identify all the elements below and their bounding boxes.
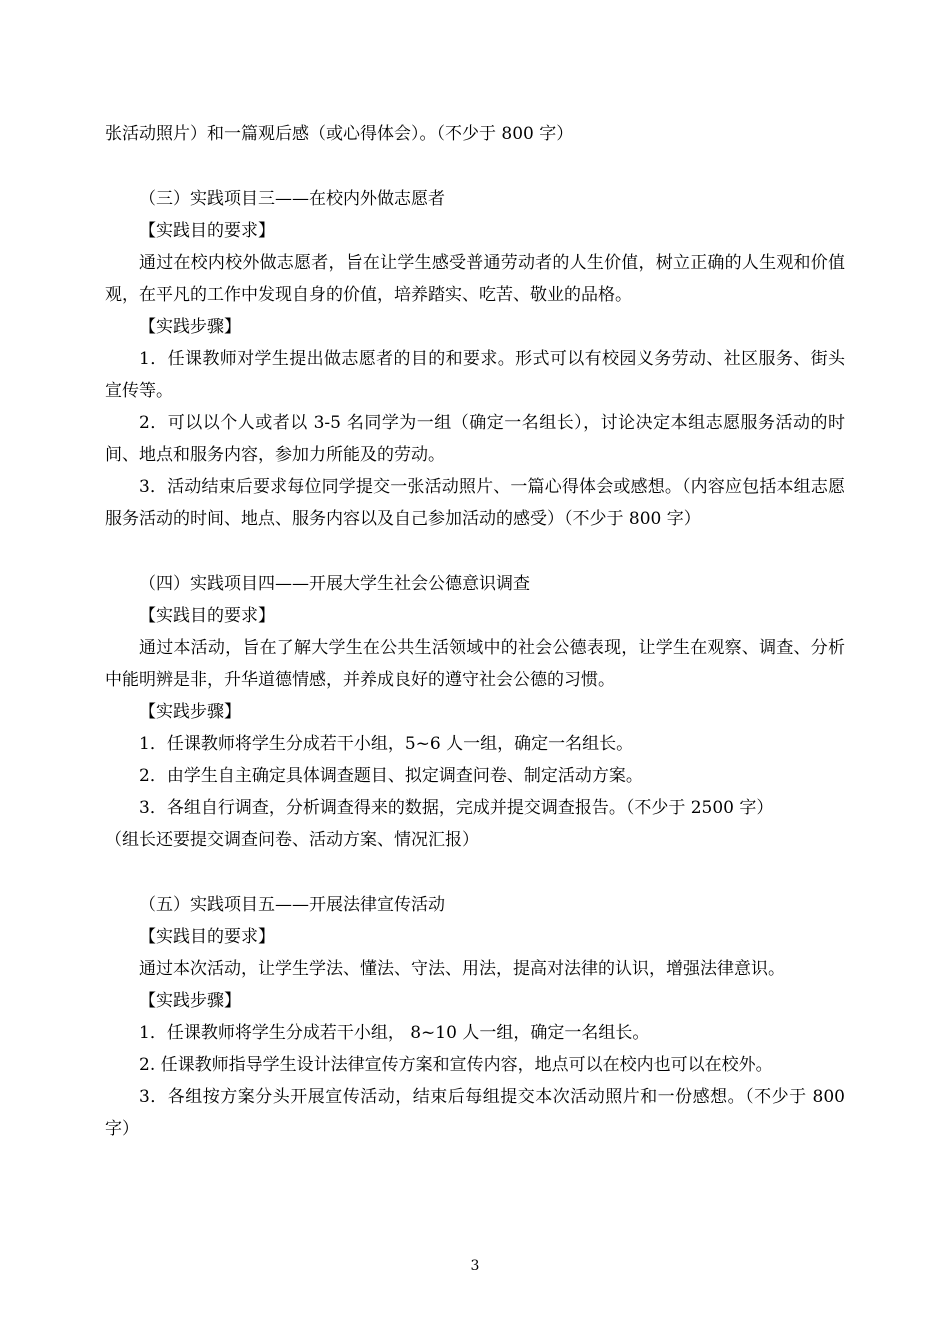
step-item: 2. 任课教师指导学生设计法律宣传方案和宣传内容，地点可以在校内也可以在校外。 xyxy=(139,1055,773,1075)
step-item: 3．活动结束后要求每位同学提交一张活动照片、一篇心得体会或感想。（内容应包括本组志愿服务活动的时间、地点、服务内容以及自己参加活动的感受）（不少于 800 字） xyxy=(105,477,845,529)
step-item: 2．由学生自主确定具体调查题目、拟定调查问卷、制定活动方案。 xyxy=(139,766,643,786)
purpose-text: 通过本次活动，让学生学法、懂法、守法、用法，提高对法律的认识，增强法律意识。 xyxy=(139,959,785,979)
submission-note: （组长还要提交调查问卷、活动方案、情况汇报） xyxy=(105,830,479,850)
section-heading: （五）实践项目五——开展法律宣传活动 xyxy=(139,895,445,915)
continuation-text: 张活动照片）和一篇观后感（或心得体会）。（不少于 800 字） xyxy=(105,124,574,144)
purpose-text: 通过在校内校外做志愿者，旨在让学生感受普通劳动者的人生价值，树立正确的人生观和价值观，在平凡的工作中发现自身的价值，培养踏实、吃苦、敬业的品格。 xyxy=(105,253,845,305)
section-heading: （四）实践项目四——开展大学生社会公德意识调查 xyxy=(139,574,530,594)
steps-label: 【实践步骤】 xyxy=(139,991,241,1011)
step-item: 3．各组自行调查，分析调查得来的数据，完成并提交调查报告。（不少于 2500 字） xyxy=(139,798,774,818)
section-project-four xyxy=(105,568,845,856)
section-project-three xyxy=(105,183,845,535)
section-spacer xyxy=(105,150,845,183)
step-item: 2．可以以个人或者以 3-5 名同学为一组（确定一名组长），讨论决定本组志愿服务活动的时间、地点和服务内容，参加力所能及的劳动。 xyxy=(105,413,845,465)
step-item: 1．任课教师将学生分成若干小组， 8~10 人一组，确定一名组长。 xyxy=(139,1023,650,1043)
step-item: 3．各组按方案分头开展宣传活动，结束后每组提交本次活动照片和一份感想。（不少于 800 字） xyxy=(105,1087,845,1139)
section-spacer xyxy=(105,856,845,889)
section-project-five xyxy=(105,889,845,1145)
purpose-text: 通过本活动，旨在了解大学生在公共生活领域中的社会公德表现，让学生在观察、调查、分析中能明辨是非，升华道德情感，并养成良好的遵守社会公德的习惯。 xyxy=(105,638,845,690)
page-body xyxy=(105,118,845,1145)
steps-label: 【实践步骤】 xyxy=(139,702,241,722)
purpose-label: 【实践目的要求】 xyxy=(139,606,275,626)
step-item: 1．任课教师对学生提出做志愿者的目的和要求。形式可以有校园义务劳动、社区服务、街头宣传等。 xyxy=(105,349,845,401)
section-heading: （三）实践项目三——在校内外做志愿者 xyxy=(139,189,445,209)
purpose-label: 【实践目的要求】 xyxy=(139,221,275,241)
section-spacer xyxy=(105,535,845,568)
steps-label: 【实践步骤】 xyxy=(139,317,241,337)
page-number: 3 xyxy=(470,1258,480,1274)
purpose-label: 【实践目的要求】 xyxy=(139,927,275,947)
step-item: 1．任课教师将学生分成若干小组，5~6 人一组，确定一名组长。 xyxy=(139,734,634,754)
